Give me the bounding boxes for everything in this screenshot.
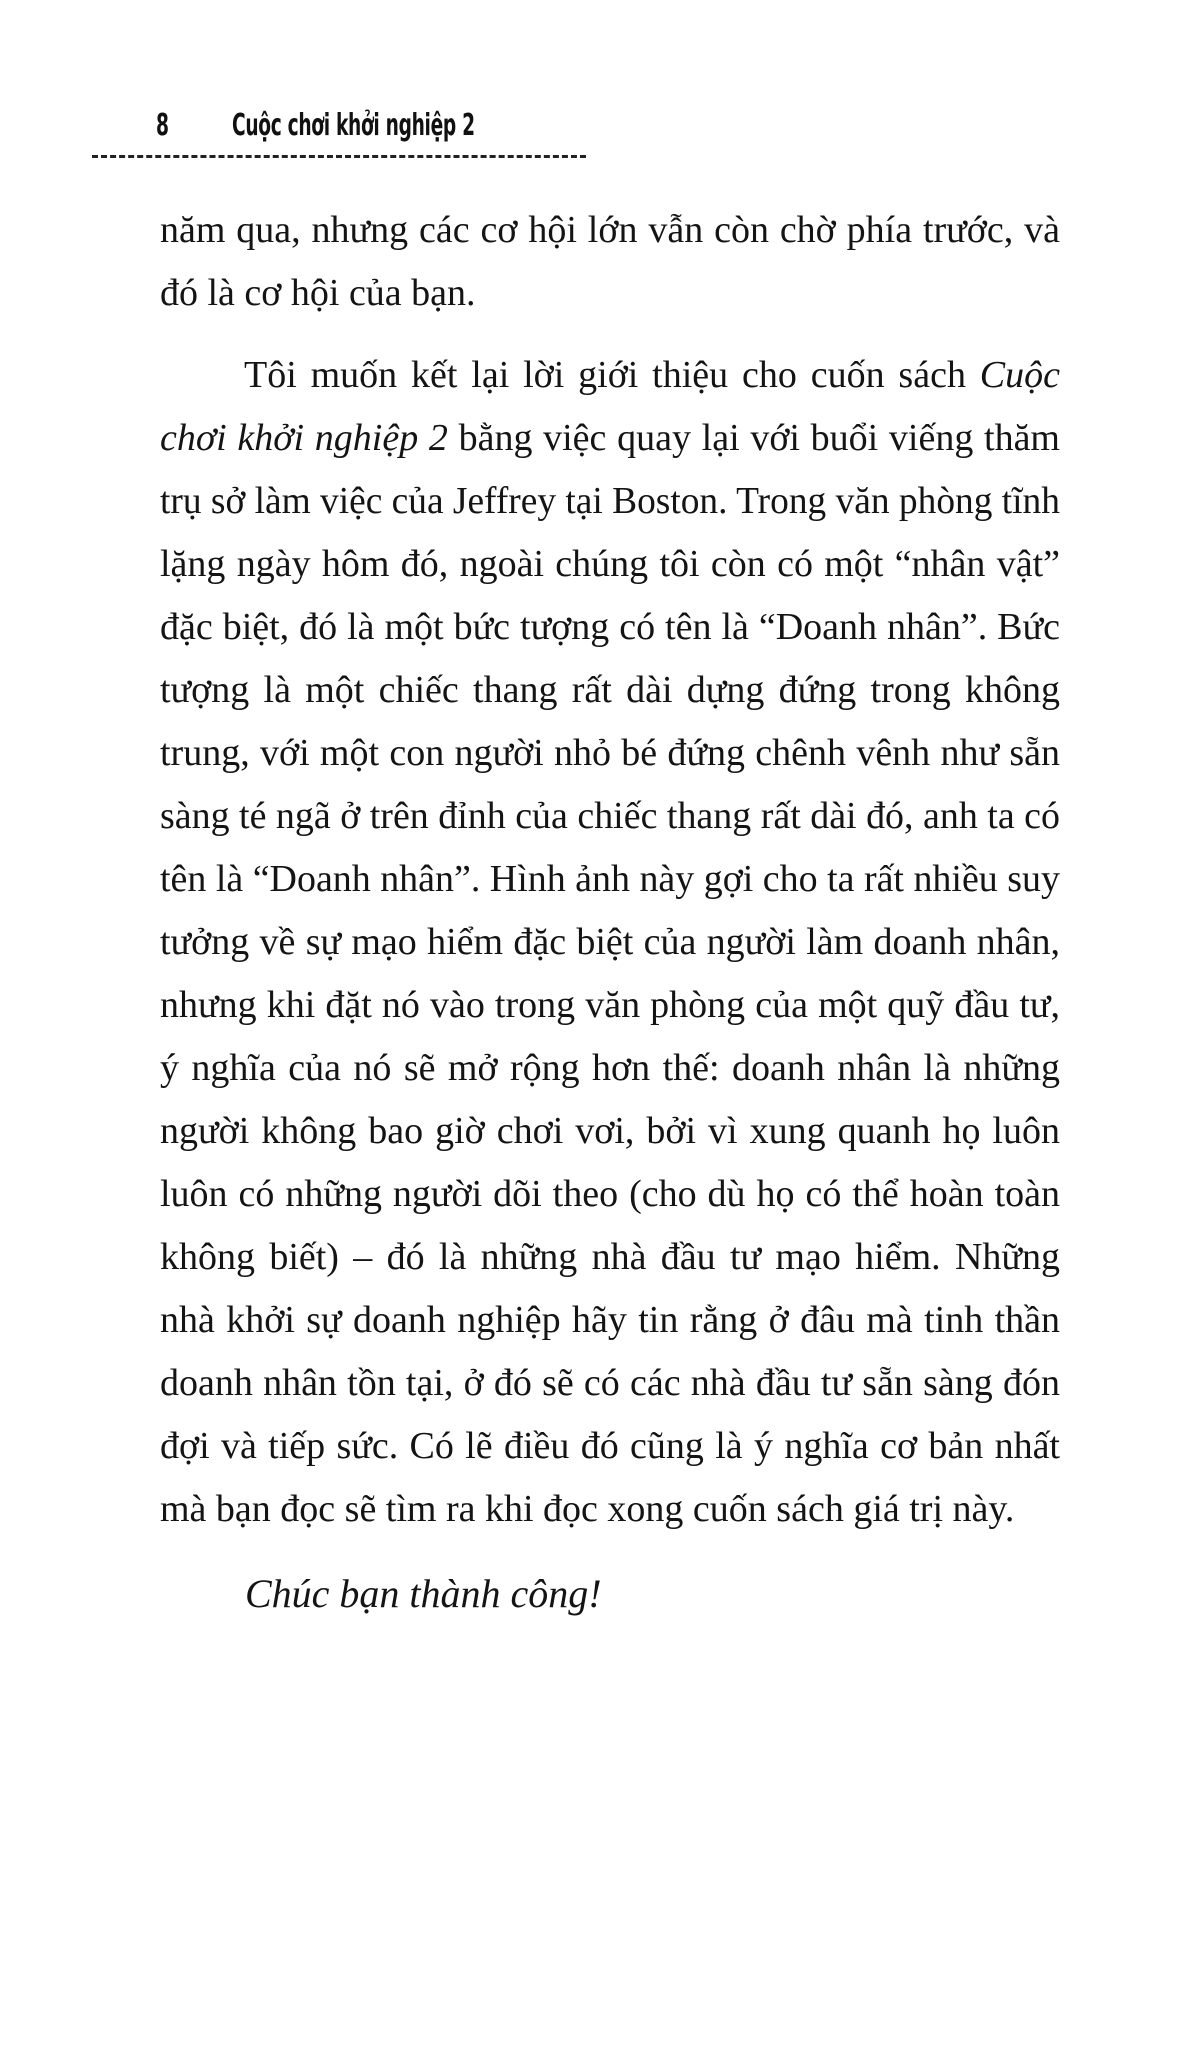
- line-text: trụ sở làm việc của Jeffrey tại Boston. Trong văn phòng tĩnh: [160, 480, 1060, 522]
- text-line: [160, 792, 1060, 840]
- running-title: Cuộc chơi khởi nghiệp 2: [232, 108, 475, 143]
- line-text: tưởng về sự mạo hiểm đặc biệt của người làm doanh nhân,: [160, 921, 1060, 963]
- text-line: [160, 603, 1060, 651]
- running-header: [156, 100, 475, 144]
- line-text: không biết) – đó là những nhà đầu tư mạo hiểm. Những: [160, 1236, 1060, 1278]
- line-text: bằng việc quay lại với buổi viếng thăm: [447, 417, 1060, 459]
- line-text: sàng té ngã ở trên đỉnh của chiếc thang rất dài đó, anh ta có: [160, 795, 1060, 837]
- line-text: mà bạn đọc sẽ tìm ra khi đọc xong cuốn sách giá trị này.: [160, 1488, 1015, 1530]
- line-text: tượng là một chiếc thang rất dài dựng đứng trong không: [160, 669, 1060, 711]
- page-number: 8: [156, 108, 169, 143]
- line-text: người không bao giờ chơi vơi, bởi vì xung quanh họ luôn: [160, 1110, 1060, 1152]
- line-text: doanh nhân tồn tại, ở đó sẽ có các nhà đầu tư sẵn sàng đón: [160, 1362, 1060, 1404]
- text-line: [244, 351, 1060, 399]
- text-line: [160, 414, 1060, 462]
- closing-line: Chúc bạn thành công!: [245, 1571, 602, 1616]
- line-text: ý nghĩa của nó sẽ mở rộng hơn thế: doanh nhân là những: [160, 1047, 1060, 1089]
- text-line: [160, 855, 1060, 903]
- line-text: đợi và tiếp sức. Có lẽ điều đó cũng là ý nghĩa cơ bản nhất: [160, 1425, 1060, 1467]
- header-dashed-rule: [92, 155, 586, 158]
- text-line: [160, 918, 1060, 966]
- line-text: đó là cơ hội của bạn.: [160, 272, 476, 314]
- line-text: Tôi muốn kết lại lời giới thiệu cho cuốn sách: [244, 354, 980, 396]
- line-text: tên là “Doanh nhân”. Hình ảnh này gợi cho ta rất nhiều suy: [160, 858, 1060, 900]
- text-line: [160, 729, 1060, 777]
- text-line: [160, 1422, 1060, 1470]
- text-line: [160, 540, 1060, 588]
- line-text: nhà khởi sự doanh nghiệp hãy tin rằng ở đâu mà tinh thần: [160, 1299, 1060, 1341]
- text-line: [160, 269, 476, 317]
- text-line: [160, 206, 1060, 254]
- text-line: [160, 1044, 1060, 1092]
- text-line: [160, 666, 1060, 714]
- line-text: năm qua, nhưng các cơ hội lớn vẫn còn chờ phía trước, và: [160, 209, 1060, 251]
- line-text: đặc biệt, đó là một bức tượng có tên là “Doanh nhân”. Bức: [160, 606, 1060, 648]
- text-line: [160, 1170, 1060, 1218]
- text-line: [160, 981, 1060, 1029]
- line-text: lặng ngày hôm đó, ngoài chúng tôi còn có một “nhân vật”: [160, 543, 1060, 585]
- text-line: [160, 1485, 1014, 1533]
- line-text: nhưng khi đặt nó vào trong văn phòng của một quỹ đầu tư,: [160, 984, 1060, 1026]
- text-line: [160, 1107, 1060, 1155]
- text-line: [160, 1233, 1060, 1281]
- text-line: [160, 477, 1060, 525]
- text-line: [160, 1296, 1060, 1344]
- text-line: [160, 1359, 1060, 1407]
- line-text: luôn có những người dõi theo (cho dù họ có thể hoàn toàn: [160, 1173, 1060, 1215]
- line-text: trung, với một con người nhỏ bé đứng chênh vênh như sẵn: [160, 732, 1060, 774]
- book-title-italic: chơi khởi nghiệp 2: [160, 417, 448, 459]
- book-title-italic: Cuộc: [979, 354, 1060, 396]
